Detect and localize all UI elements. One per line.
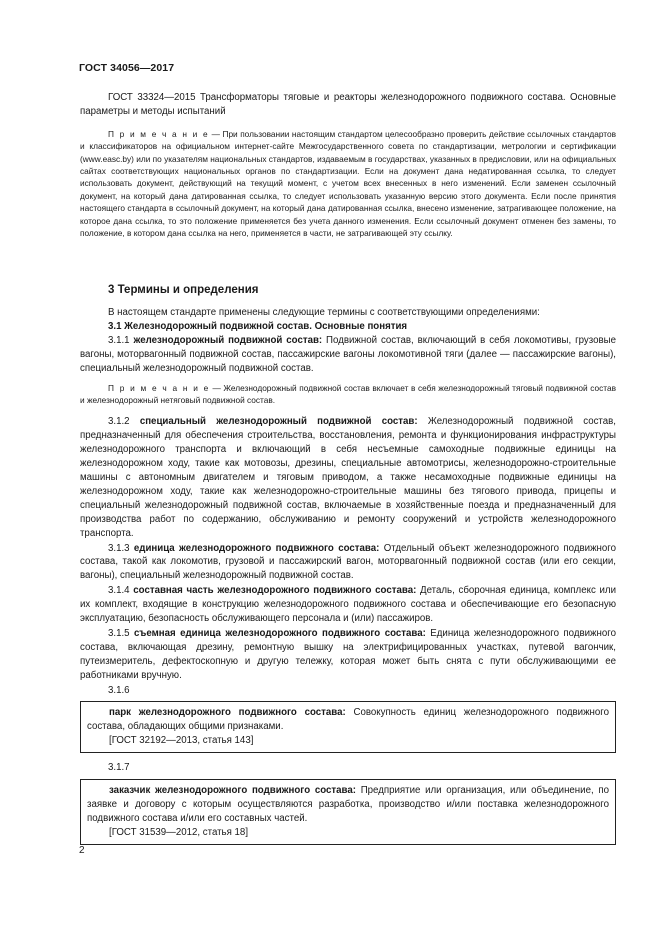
term-name: единица железнодорожного подвижного состава: <box>133 542 380 554</box>
term-number: 3.1.3 <box>108 542 134 554</box>
term-3-1-6 <box>87 706 609 734</box>
section-intro: В настоящем стандарте применены следующие термины с соответствующими определениями: <box>108 307 540 318</box>
reference-gost-33324: ГОСТ 33324—2015 Трансформаторы тяговые и реакторы железнодорожного подвижного состава. Основные параметры и методы испытаний <box>80 92 616 117</box>
term-definition: Деталь, сборочная единица, комплекс или их комплект, входящие в конструкцию железнодорожного подвижного состава и обеспечивающие его безопасную эксплуатацию, безопасность обслуживающего персонала и (или) пассажиров. <box>80 585 616 625</box>
term-number: 3.1.4 <box>108 585 134 597</box>
term-note <box>80 382 616 407</box>
note-label: П р и м е ч а н и е <box>108 382 210 393</box>
term-name: железнодорожный подвижной состав: <box>133 334 323 346</box>
section-title: 3 Термины и определения <box>108 284 259 296</box>
term-definition: Железнодорожный подвижной состав, предназначенный для обеспечения строительства, восстановления, ремонта и функционирования инфраструктуры железнодорожного транспорта и включающий в себя несъемные самоходные подвижные единицы на железнодорожном ходу, такие как мотовозы, дрезины, специальные автомотрисы, железнодорожно-строительные машины с автономным двигателем и тяговым приводом, а также несамоходные подвижные единицы на железнодорожном ходу, такие как железнодорожно-строительные машины без тягового привода, прицепы и специальный железнодорожный подвижной состав, включаемые в хозяйственные поезда и предназначенный для производства работ по содержанию, обслуживанию и ремонту сооружений и устройств железнодорожного транспорта. <box>80 416 616 539</box>
term-source: [ГОСТ 32192—2013, статья 143] <box>109 735 254 747</box>
page-number: 2 <box>79 845 85 856</box>
term-number: 3.1.1 <box>108 334 134 346</box>
note-label: П р и м е ч а н и е <box>108 128 210 139</box>
term-name: съемная единица железнодорожного подвижного состава: <box>134 627 426 639</box>
term-number: 3.1.5 <box>108 627 135 639</box>
term-definition: Отдельный объект железнодорожного подвижного состава, такой как локомотив, грузовой и пассажирский вагон, моторвагонный подвижной состав (или его секции, вагоны), специальный железнодорожный подвижной состав. <box>80 542 616 582</box>
term-source: [ГОСТ 31539—2012, статья 18] <box>109 826 249 838</box>
term-3-1-6-number: 3.1.6 <box>108 684 130 696</box>
term-definition: Предприятие или организация, или объединение, по заявке и договору с которым осуществляются разработка, производство и/или поставка железнодорожного подвижного состава и/или его составных частей. <box>87 785 609 824</box>
term-definition: Подвижной состав, включающий в себя локомотивы, грузовые вагоны, моторвагонный подвижной состав, пассажирские вагоны локомотивной тяги (далее — пассажирские вагоны), специальный железнодорожный подвижной состав. <box>80 334 616 374</box>
note-text: — Железнодорожный подвижной состав включает в себя железнодорожный тяговый подвижной состав и железнодорожный нетяговый подвижной состав. <box>80 382 616 405</box>
references-note <box>80 128 616 240</box>
term-definition: Совокупность единиц железнодорожного подвижного состава, обладающих общими признаками. <box>87 707 609 733</box>
subsection-title: 3.1 Железнодорожный подвижной состав. Основные понятия <box>108 320 408 332</box>
term-3-1-2 <box>80 415 616 540</box>
note-text: — При пользовании настоящим стандартом целесообразно проверить действие ссылочных стандартов и классификаторов на официальном интернет-сайте Межгосударственного совета по стандартизации, метрологии и сертификации (www.easc.by) или по указателям национальных стандартов, издаваемым в государствах, указанных в предисловии, или на официальных сайтах соответствующих национальных органов по стандартизации. Если на документ дана недатированная ссылка, то следует использовать документ, действующий на текущий момент, с учетом всех внесенных в него изменений. Если заменен ссылочный документ, на который дана датированная ссылка, то следует использовать указанную версию этого документа. Если после принятия настоящего стандарта в ссылочный документ, на который дана датированная ссылка, внесено изменение, затрагивающее положение, на которое дана ссылка, то это положение применяется без учета данного изменения. Если ссылочный документ отменен без замены, то положение, в котором дана ссылка на него, применяется в части, не затрагивающей эту ссылку. <box>80 128 616 239</box>
term-3-1-4 <box>80 584 616 626</box>
term-3-1-5 <box>80 627 616 683</box>
term-3-1-1 <box>80 334 616 376</box>
term-name: составная часть железнодорожного подвижного состава: <box>133 585 417 597</box>
term-definition: Единица железнодорожного подвижного состава, включающая дрезину, ремонтную вышку на электрифицированных участках, путевой вагончик, путеизмеритель, дефектоскопную и другую тележку, которая может быть снята с пути обслуживающими ее работниками вручную. <box>80 627 616 681</box>
section-3 <box>80 283 616 845</box>
term-number: 3.1.2 <box>108 416 140 428</box>
term-3-1-6-frame <box>80 701 616 753</box>
document-header: ГОСТ 34056—2017 <box>79 62 175 74</box>
term-name: парк железнодорожного подвижного состава: <box>109 707 346 719</box>
term-3-1-7-number: 3.1.7 <box>108 762 130 774</box>
term-3-1-7 <box>87 784 609 826</box>
term-name: заказчик железнодорожного подвижного состава: <box>109 785 356 797</box>
references-block <box>80 91 616 239</box>
term-name: специальный железнодорожный подвижной состав: <box>139 416 418 428</box>
term-3-1-3 <box>80 542 616 584</box>
term-3-1-7-frame <box>80 779 616 845</box>
